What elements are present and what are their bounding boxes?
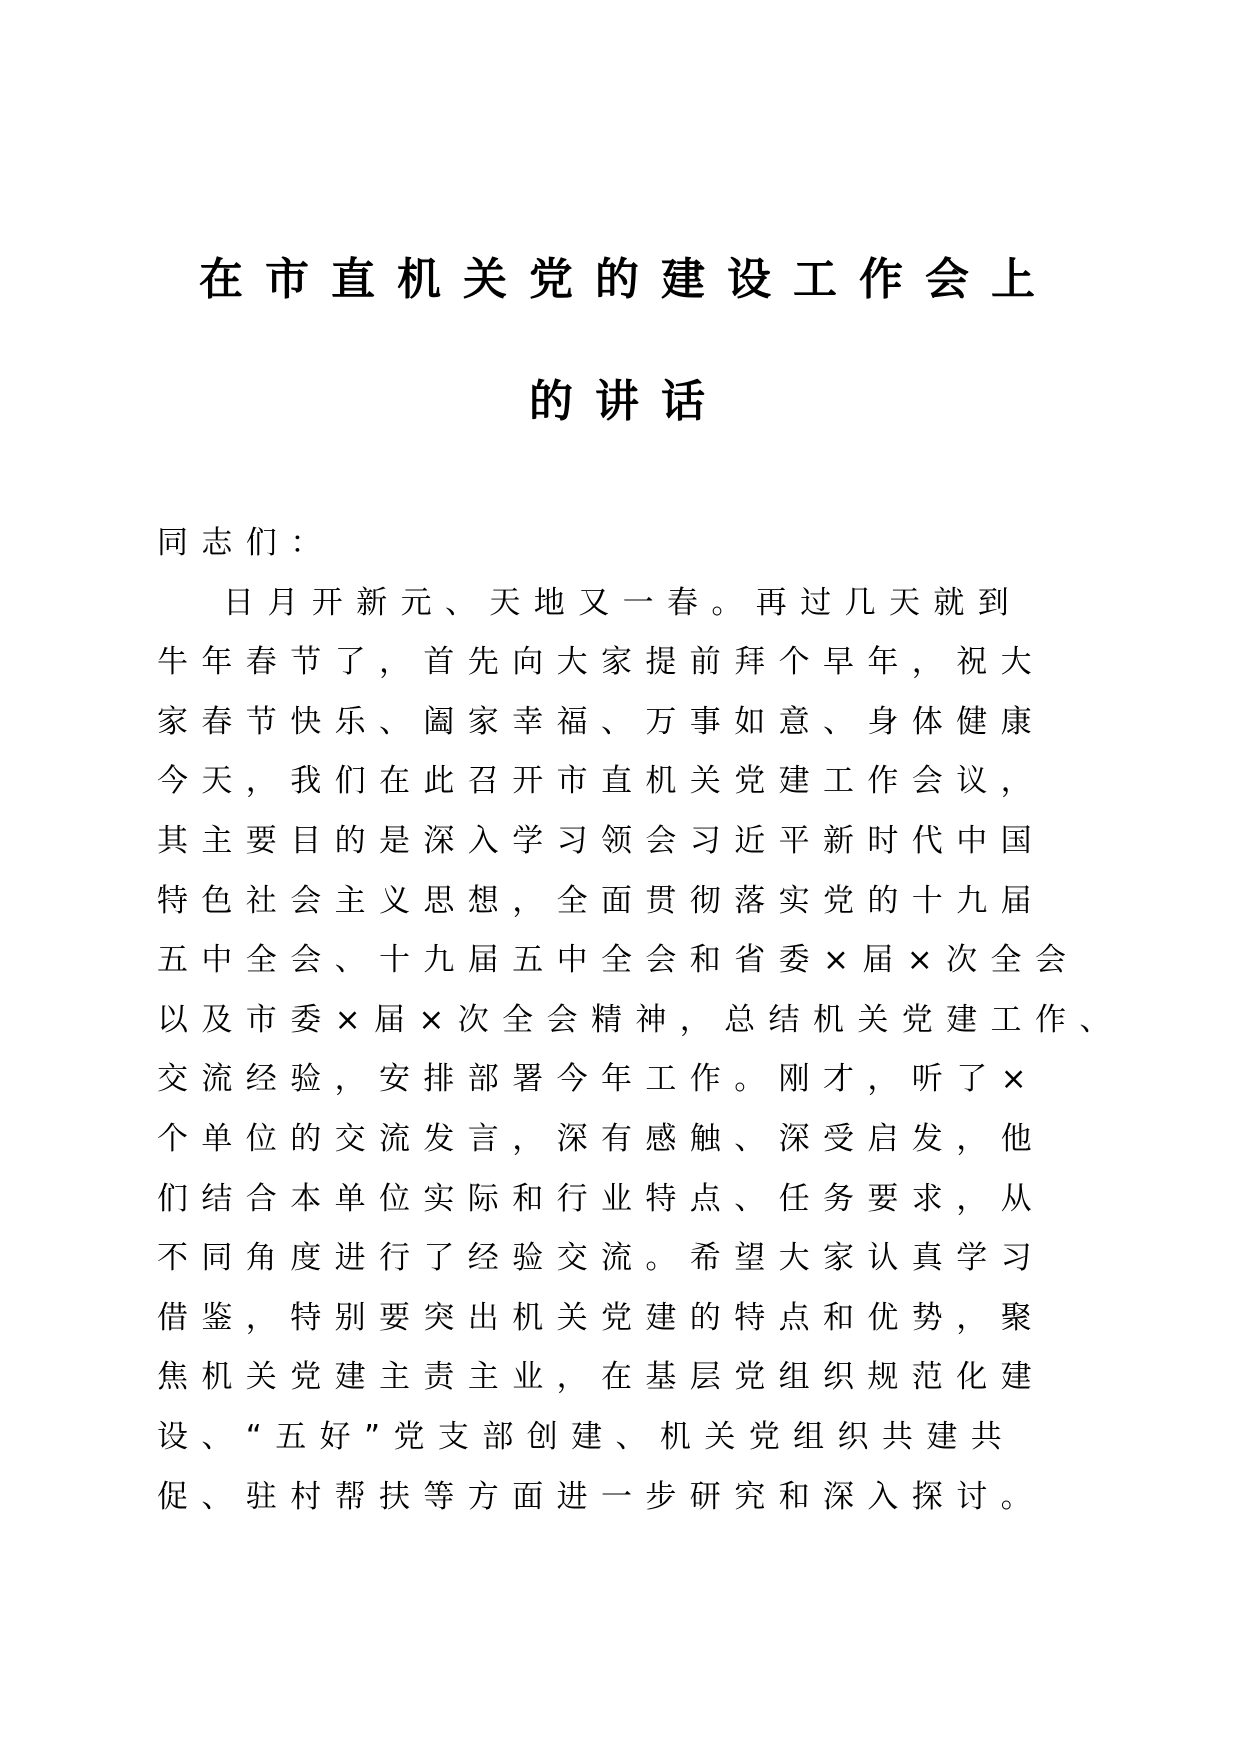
body-line: 设、“五好”党支部创建、机关党组织共建共 — [157, 1418, 1016, 1455]
body-line: 五中全会、十九届五中全会和省委×届×次全会 — [157, 942, 1080, 979]
body-line: 特色社会主义思想，全面贯彻落实党的十九届 — [157, 882, 1045, 919]
body-line: 日月开新元、天地又一春。再过几天就到 — [223, 584, 1023, 621]
document-title-line-2: 的讲话 — [529, 376, 727, 427]
body-line: 其主要目的是深入学习领会习近平新时代中国 — [157, 822, 1045, 859]
body-line: 不同角度进行了经验交流。希望大家认真学习 — [157, 1240, 1045, 1277]
body-line: 们结合本单位实际和行业特点、任务要求，从 — [157, 1180, 1045, 1217]
salutation: 同志们： — [157, 525, 335, 561]
body-line: 促、驻村帮扶等方面进一步研究和深入探讨。 — [157, 1478, 1045, 1515]
body-line: 借鉴，特别要突出机关党建的特点和优势，聚 — [157, 1299, 1045, 1336]
body-line: 今天，我们在此召开市直机关党建工作会议， — [157, 763, 1045, 800]
body-line: 以及市委×届×次全会精神，总结机关党建工作、 — [157, 1001, 1124, 1038]
document-title-line-1: 在市直机关党的建设工作会上 — [199, 254, 1057, 305]
body-line: 牛年春节了，首先向大家提前拜个早年，祝大 — [157, 644, 1045, 681]
body-line: 家春节快乐、阖家幸福、万事如意、身体健康 — [157, 703, 1045, 740]
body-line: 交流经验，安排部署今年工作。刚才，听了× — [157, 1061, 1040, 1098]
document-body — [157, 514, 1124, 1527]
body-line: 焦机关党建主责主业，在基层党组织规范化建 — [157, 1359, 1045, 1396]
body-line: 个单位的交流发言，深有感触、深受启发，他 — [157, 1120, 1045, 1157]
